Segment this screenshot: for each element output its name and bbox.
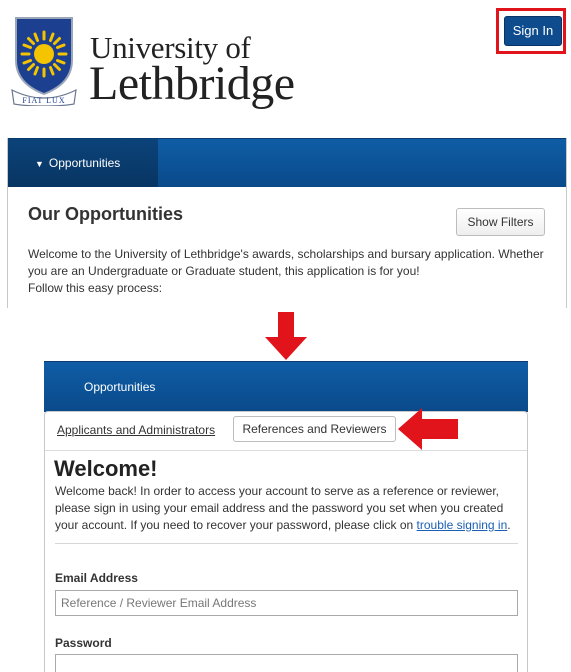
show-filters-button[interactable]: Show Filters	[456, 208, 545, 236]
welcome-message-end: .	[507, 518, 511, 532]
tab-applicants-administrators[interactable]: Applicants and Administrators	[57, 423, 216, 437]
svg-text:FIAT LUX: FIAT LUX	[22, 96, 66, 105]
intro-steps-lead: Follow this easy process:	[28, 281, 163, 295]
tab-references-reviewers[interactable]: References and Reviewers	[233, 416, 396, 442]
down-arrow-icon	[265, 312, 307, 360]
opportunities-nav-tab[interactable]	[8, 139, 158, 187]
welcome-message-text: Welcome back! In order to access your account to serve as a reference or reviewer, please sign in using your email address and the password you set when you created your account. If you need to recover your password, please click on	[55, 484, 504, 532]
email-field[interactable]	[55, 590, 518, 616]
sign-in-card	[44, 411, 528, 672]
divider	[55, 543, 518, 544]
top-nav-bar	[8, 138, 566, 187]
email-label: Email Address	[55, 571, 138, 585]
opportunities-nav-link[interactable]: Opportunities	[84, 380, 156, 394]
sign-in-button[interactable]: Sign In	[504, 16, 562, 46]
logo-wordmark-line2: Lethbridge	[89, 57, 295, 110]
intro-text	[28, 246, 553, 297]
page-title: Our Opportunities	[28, 204, 183, 224]
crest-icon	[10, 14, 78, 106]
intro-paragraph: Welcome to the University of Lethbridge's awards, scholarships and bursary application. Whether you are an Undergraduate or Graduate student, this application is for you!	[28, 247, 544, 278]
university-logo[interactable]	[10, 14, 300, 110]
caret-down-icon: ▼	[35, 159, 44, 169]
left-arrow-icon	[398, 408, 458, 450]
trouble-signing-in-link[interactable]: trouble signing in	[416, 518, 508, 532]
logo-wordmark-line1: University of	[90, 30, 251, 65]
sign-in-nav-bar	[44, 361, 528, 412]
welcome-message	[55, 483, 521, 534]
password-label: Password	[55, 636, 112, 650]
opportunities-nav-label: Opportunities	[48, 156, 121, 170]
password-field[interactable]	[55, 654, 518, 672]
opportunities-panel	[7, 138, 567, 308]
welcome-heading: Welcome!	[54, 456, 158, 481]
